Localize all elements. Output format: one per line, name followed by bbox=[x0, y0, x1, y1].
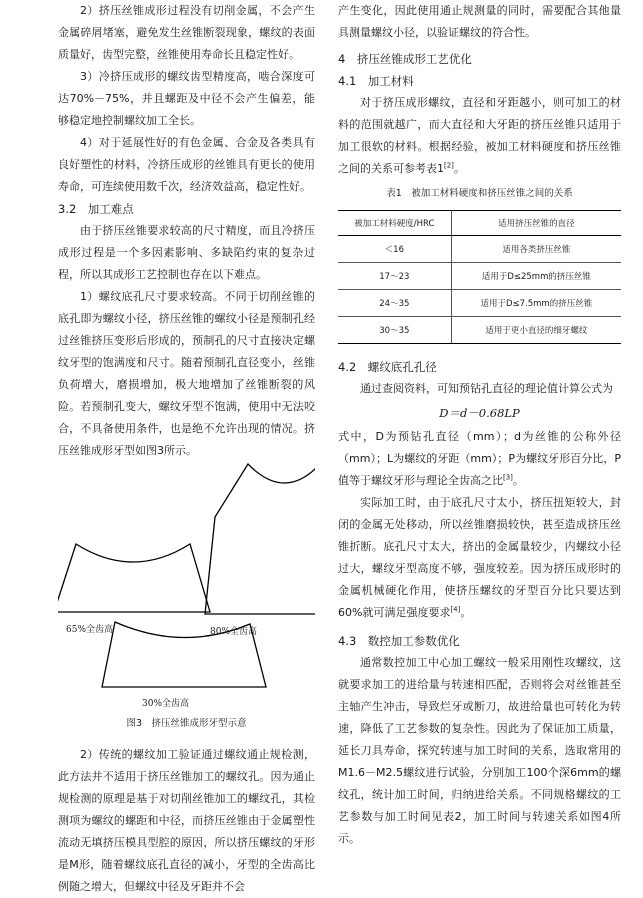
thread-profile-65 bbox=[58, 544, 210, 612]
paragraph: 对于挤压成形螺纹，直径和牙距越小，则可加工的材料的范围就越广，而大直径和大牙距的挤压丝锥只适用于加工很软的材料。根据经验，被加工材料硬度和挤压丝锥之间的关系可参考表1[2]。 bbox=[338, 96, 621, 175]
paragraph: 式中，D为预钻孔直径（mm）；d为丝锥的公称外径（mm）；L为螺纹的牙距（mm）；P为螺纹牙形百分比，P值等于螺纹牙形与理论全齿高之比[3]。 bbox=[338, 430, 621, 487]
left-column bbox=[58, 0, 315, 898]
paragraph: 4）对于延展性好的有色金属、合金及各类具有良好塑性的材料，冷挤压成形的丝锥具有更长的使用寿命，可连续使用数千次，经济效益高，稳定性好。 bbox=[58, 136, 315, 193]
paragraph: 通常数控加工中心加工螺纹一般采用刚性攻螺纹，这就要求加工的进给量与转速相匹配，否则将会对丝锥甚至主轴产生冲击，导致烂牙或断刀，故进给量也可转化为转速，降低了工艺参数的复杂性。因此为了保证加工质量，延长刀具寿命，探究转速与加工时间的关系，选取常用的M1.6－M2.5螺纹进行试验，分别加工100个深6mm的螺纹孔，统计加工时间，归纳进给关系。不同规格螺纹的工艺参数与加工时间见表2，加工时间与转速关系如图4所示。 bbox=[338, 656, 621, 845]
paragraph: 2）传统的螺纹加工验证通过螺纹通止规检测，此方法并不适用于挤压丝锥加工的螺纹孔。因为通止规检测的原理是基于对切削丝锥加工的螺纹孔，其检测项为螺纹的螺距和中径，而挤压丝锥由于金属塑性流动无填挤压模具型腔的原因，所以挤压螺纹的牙形是M形，随着螺纹底孔直径的减小，牙型的全齿高比例随之增大，但螺纹中径及牙距并不会 bbox=[58, 748, 315, 893]
figure-3 bbox=[58, 462, 315, 712]
table-header: 被加工材料硬度/HRC bbox=[338, 211, 451, 236]
right-column bbox=[338, 0, 621, 850]
section-heading-4-1: 4.1 加工材料 bbox=[338, 74, 414, 88]
table-cell: 适用于D≤25mm的挤压丝锥 bbox=[451, 263, 621, 290]
table-row bbox=[338, 290, 621, 317]
formula: D＝d－0.68LP bbox=[439, 406, 520, 420]
thread-profile-80 bbox=[205, 464, 315, 614]
label-30: 30%全齿高 bbox=[142, 699, 190, 709]
paragraph: 产生变化，因此使用通止规测量的同时，需要配合其他量具测量螺纹小径，以验证螺纹的符合性。 bbox=[338, 4, 621, 39]
paragraph: 1）螺纹底孔尺寸要求较高。不同于切削丝锥的底孔即为螺纹小径，挤压丝锥的螺纹小径是预制孔经过丝锥挤压变形后形成的，预制孔的尺寸直接决定螺纹牙型的饱满度和尺寸。随着预制孔直径变小，丝锥负荷增大，磨损增加，极大地增加了丝锥断裂的风险。若预制孔变大，螺纹牙型不饱满，使用中无法咬合，不具备使用条件，也是绝不允许出现的情况。挤压丝锥成形牙型如图3所示。 bbox=[58, 290, 315, 457]
citation: [2] bbox=[444, 161, 454, 170]
material-hardness-table bbox=[338, 210, 621, 344]
table-caption: 表1 被加工材料硬度和挤压丝锥之间的关系 bbox=[386, 188, 573, 199]
section-heading-4-3: 4.3 数控加工参数优化 bbox=[338, 634, 460, 648]
table-header: 适用挤压丝锥的直径 bbox=[451, 211, 621, 236]
figure-caption: 图3 挤压丝锥成形牙型示意 bbox=[126, 718, 247, 729]
citation: [4] bbox=[450, 605, 461, 614]
table-cell: ＜16 bbox=[338, 236, 451, 263]
label-80: 80%全齿高 bbox=[210, 627, 258, 637]
paragraph: 实际加工时，由于底孔尺寸太小，挤压扭矩较大，封闭的金属无处移动，所以丝锥磨损较快，甚至造成挤压丝锥折断。底孔尺寸太大，挤出的金属量较少，内螺纹小径过大，螺纹牙型高度不够，强度较差。因为挤压成形时的金属机械硬化作用，使挤压螺纹的牙型百分比只要达到60%就可满足强度要求[4]。 bbox=[338, 496, 621, 619]
table-cell: 适用各类挤压丝锥 bbox=[451, 236, 621, 263]
paragraph: 2）挤压丝锥成形过程没有切削金属，不会产生金属碎屑堵塞，避免发生丝锥断裂现象，螺纹的表面质量好，齿型完整，丝锥使用寿命长且稳定性好。 bbox=[58, 4, 315, 61]
section-heading-3-2: 3.2 加工难点 bbox=[58, 202, 134, 216]
table-cell: 24～35 bbox=[338, 290, 451, 317]
table-cell: 适用于更小直径的细牙螺纹 bbox=[451, 317, 621, 344]
section-heading-4: 4 挤压丝锥成形工艺优化 bbox=[338, 52, 472, 66]
paragraph: 3）冷挤压成形的螺纹齿型精度高，啮合深度可达70%－75%，并且螺距及中径不会产生偏差，能够稳定地控制螺纹加工全长。 bbox=[58, 70, 315, 127]
thread-profile-diagram bbox=[58, 462, 315, 712]
table-cell: 17～23 bbox=[338, 263, 451, 290]
citation: [3] bbox=[503, 473, 513, 482]
table-row bbox=[338, 317, 621, 344]
table-cell: 30～35 bbox=[338, 317, 451, 344]
paragraph: 由于挤压丝锥要求较高的尺寸精度，而且冷挤压成形过程是一个多因素影响、多缺陷约束的复杂过程，所以其成形工艺控制也存在以下难点。 bbox=[58, 224, 315, 281]
section-heading-4-2: 4.2 螺纹底孔孔径 bbox=[338, 360, 437, 374]
table-row bbox=[338, 236, 621, 263]
table-row bbox=[338, 263, 621, 290]
paragraph: 通过查阅资料，可知预钻孔直径的理论值计算公式为 bbox=[360, 382, 613, 395]
table-cell: 适用于D≤7.5mm的挤压丝锥 bbox=[451, 290, 621, 317]
label-65: 65%全齿高 bbox=[66, 625, 114, 635]
